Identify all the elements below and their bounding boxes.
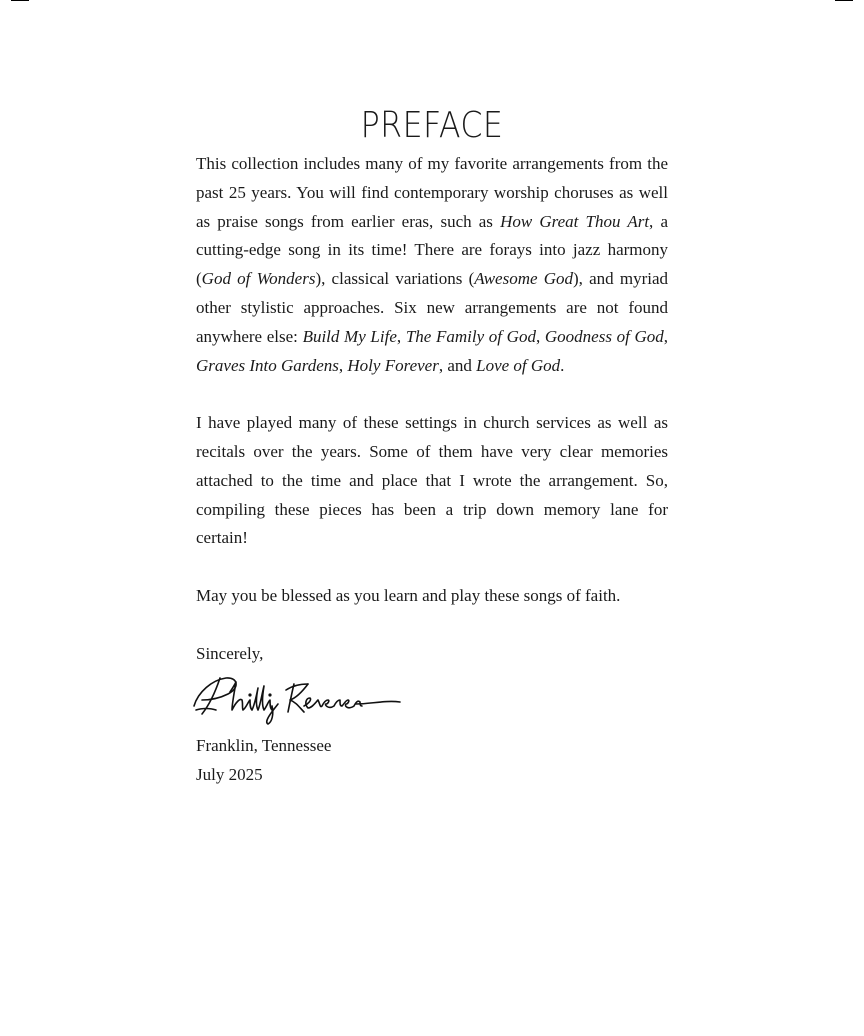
separator: , <box>396 326 406 346</box>
song-title: Goodness of God <box>544 326 664 346</box>
separator: , <box>535 326 545 346</box>
text-segment: ), classical variations ( <box>315 269 475 289</box>
song-title: Graves Into Gardens <box>196 355 339 375</box>
song-title: Awesome God <box>474 269 573 289</box>
separator: , <box>663 326 669 346</box>
song-title: Holy Forever <box>347 355 439 375</box>
signature-date: July 2025 <box>196 765 263 785</box>
text-segment: ), and myriad other stylistic approaches. Six new arrangements are not found anywhere else: <box>196 269 669 346</box>
paragraph-memories: I have played many of these settings in church services as well as recitals over the years. Some of them have very clear memories attached to the time and place that I wrote the arrangement. So, compiling these pieces has been a trip down memory lane for certain! <box>196 413 668 548</box>
text-segment: This collection includes many of my favorite arrangements from the past 25 years. You will find contemporary worship choruses as well as praise songs from earlier eras, such as <box>196 154 668 231</box>
paragraph-blessing: May you be blessed as you learn and play these songs of faith. <box>196 585 621 605</box>
song-title: How Great Thou Art <box>500 211 650 231</box>
crop-mark-left <box>11 0 29 1</box>
signature-image <box>190 670 404 726</box>
song-title: God of Wonders <box>201 269 316 289</box>
text-segment: , a cutting-edge song in its time! There are forays into jazz harmony ( <box>196 211 668 289</box>
crop-mark-right <box>835 0 853 1</box>
song-title: The Family of God <box>405 326 536 346</box>
song-title: Build My Life <box>302 326 397 346</box>
separator: , <box>338 355 348 375</box>
separator: , and <box>438 355 477 375</box>
text-segment: . <box>560 355 565 375</box>
song-title: Love of God <box>476 355 561 375</box>
signature-location: Franklin, Tennessee <box>196 736 332 756</box>
preface-body <box>196 150 668 790</box>
closing-salutation: Sincerely, <box>196 643 264 663</box>
paragraph-intro <box>196 150 668 380</box>
page-title: PREFACE <box>360 105 504 147</box>
